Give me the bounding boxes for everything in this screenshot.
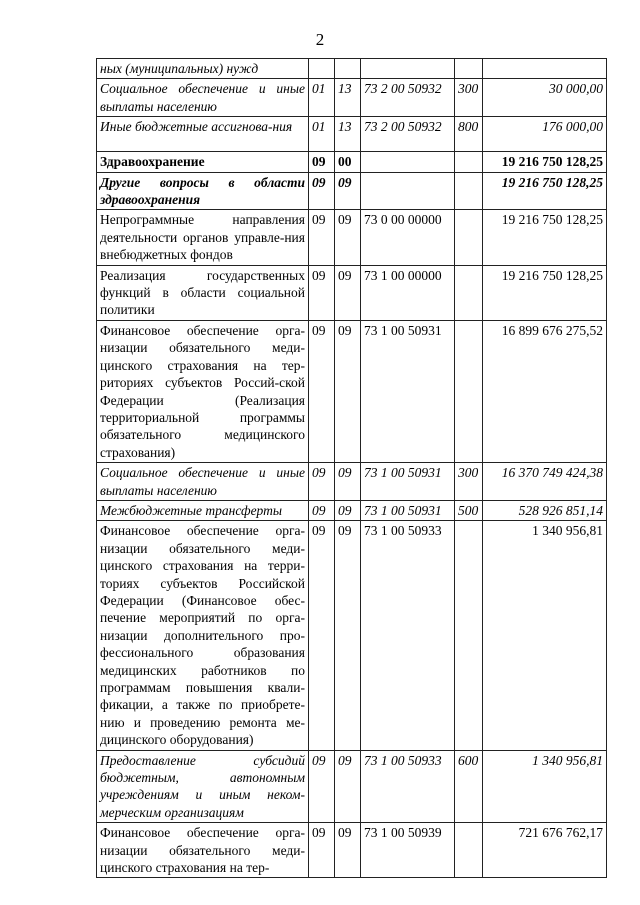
row-amount: 721 676 762,17 [483, 823, 607, 878]
row-subsection-code [335, 59, 361, 79]
row-amount [483, 59, 607, 79]
table-row [97, 172, 607, 210]
row-target-article: 73 1 00 50933 [361, 750, 455, 823]
row-section-code: 09 [309, 172, 335, 210]
row-section-code: 09 [309, 210, 335, 265]
row-name: Здравоохранение [97, 152, 309, 172]
row-target-article: 73 2 00 50932 [361, 117, 455, 152]
row-section-code [309, 59, 335, 79]
row-amount: 30 000,00 [483, 79, 607, 117]
table-row [97, 750, 607, 823]
row-expense-type [455, 521, 483, 750]
table-row [97, 463, 607, 501]
row-section-code: 01 [309, 117, 335, 152]
table-row [97, 521, 607, 750]
row-name: Непрограммные направления деятельности органов управле-ния внебюджетных фондов [97, 210, 309, 265]
row-target-article: 73 1 00 50931 [361, 500, 455, 520]
row-target-article [361, 172, 455, 210]
row-name: Предоставление субсидий бюджетным, автономным учреждениям и иным неком-мерческим организациям [97, 750, 309, 823]
row-name: Межбюджетные трансферты [97, 500, 309, 520]
table-row [97, 79, 607, 117]
row-subsection-code: 09 [335, 521, 361, 750]
row-amount: 1 340 956,81 [483, 750, 607, 823]
row-expense-type [455, 823, 483, 878]
row-expense-type [455, 59, 483, 79]
row-subsection-code: 00 [335, 152, 361, 172]
budget-table-body [97, 59, 607, 878]
row-name: Финансовое обеспечение орга-низации обязательного меди-цинского страхования на терри-ториях субъектов Российской Федерации (Финансовое обес-печение мероприятий по орга-низации дополнительного про-фессионального образования медицинских работников по программам повышения квали-фикации, а также по приобрете-нию и проведению ремонта ме-дицинского оборудования) [97, 521, 309, 750]
row-target-article: 73 1 00 50931 [361, 463, 455, 501]
row-amount: 16 370 749 424,38 [483, 463, 607, 501]
row-expense-type [455, 265, 483, 320]
row-section-code: 09 [309, 500, 335, 520]
row-expense-type [455, 210, 483, 265]
row-target-article: 73 1 00 50931 [361, 320, 455, 462]
row-subsection-code: 09 [335, 265, 361, 320]
table-row [97, 320, 607, 462]
row-expense-type: 300 [455, 79, 483, 117]
row-target-article [361, 152, 455, 172]
row-subsection-code: 09 [335, 320, 361, 462]
row-subsection-code: 09 [335, 823, 361, 878]
row-subsection-code: 09 [335, 210, 361, 265]
row-name: Финансовое обеспечение орга-низации обязательного меди-цинского страхования на тер- [97, 823, 309, 878]
table-row [97, 823, 607, 878]
row-subsection-code: 09 [335, 500, 361, 520]
row-subsection-code: 09 [335, 750, 361, 823]
row-amount: 19 216 750 128,25 [483, 172, 607, 210]
row-name: Реализация государственных функций в области социальной политики [97, 265, 309, 320]
row-name: ных (муниципальных) нужд [97, 59, 309, 79]
row-section-code: 09 [309, 265, 335, 320]
row-subsection-code: 13 [335, 79, 361, 117]
row-section-code: 01 [309, 79, 335, 117]
row-target-article: 73 0 00 00000 [361, 210, 455, 265]
row-name: Финансовое обеспечение орга-низации обязательного меди-цинского страхования на тер-риториях субъектов Россий-ской Федерации (Реализация территориальной программы обязательного медицинского страхования) [97, 320, 309, 462]
budget-table [96, 58, 607, 878]
row-expense-type [455, 320, 483, 462]
row-subsection-code: 09 [335, 463, 361, 501]
row-section-code: 09 [309, 823, 335, 878]
page-number: 2 [315, 30, 325, 49]
row-name: Социальное обеспечение и иные выплаты населению [97, 463, 309, 501]
table-row [97, 117, 607, 152]
row-amount: 176 000,00 [483, 117, 607, 152]
row-expense-type: 600 [455, 750, 483, 823]
row-expense-type [455, 152, 483, 172]
row-amount: 19 216 750 128,25 [483, 265, 607, 320]
row-amount: 19 216 750 128,25 [483, 152, 607, 172]
table-row [97, 152, 607, 172]
row-section-code: 09 [309, 152, 335, 172]
row-target-article: 73 1 00 50933 [361, 521, 455, 750]
row-target-article: 73 1 00 00000 [361, 265, 455, 320]
row-amount: 19 216 750 128,25 [483, 210, 607, 265]
table-row [97, 59, 607, 79]
table-row [97, 500, 607, 520]
row-section-code: 09 [309, 521, 335, 750]
row-name: Другие вопросы в области здравоохранения [97, 172, 309, 210]
table-row [97, 210, 607, 265]
row-amount: 528 926 851,14 [483, 500, 607, 520]
row-name: Иные бюджетные ассигнова-ния [97, 117, 309, 152]
row-target-article: 73 2 00 50932 [361, 79, 455, 117]
row-section-code: 09 [309, 320, 335, 462]
row-name: Социальное обеспечение и иные выплаты населению [97, 79, 309, 117]
row-amount: 1 340 956,81 [483, 521, 607, 750]
row-expense-type: 300 [455, 463, 483, 501]
row-expense-type: 800 [455, 117, 483, 152]
row-expense-type [455, 172, 483, 210]
table-row [97, 265, 607, 320]
row-section-code: 09 [309, 463, 335, 501]
row-subsection-code: 09 [335, 172, 361, 210]
row-section-code: 09 [309, 750, 335, 823]
row-target-article: 73 1 00 50939 [361, 823, 455, 878]
row-amount: 16 899 676 275,52 [483, 320, 607, 462]
row-subsection-code: 13 [335, 117, 361, 152]
row-expense-type: 500 [455, 500, 483, 520]
row-target-article [361, 59, 455, 79]
